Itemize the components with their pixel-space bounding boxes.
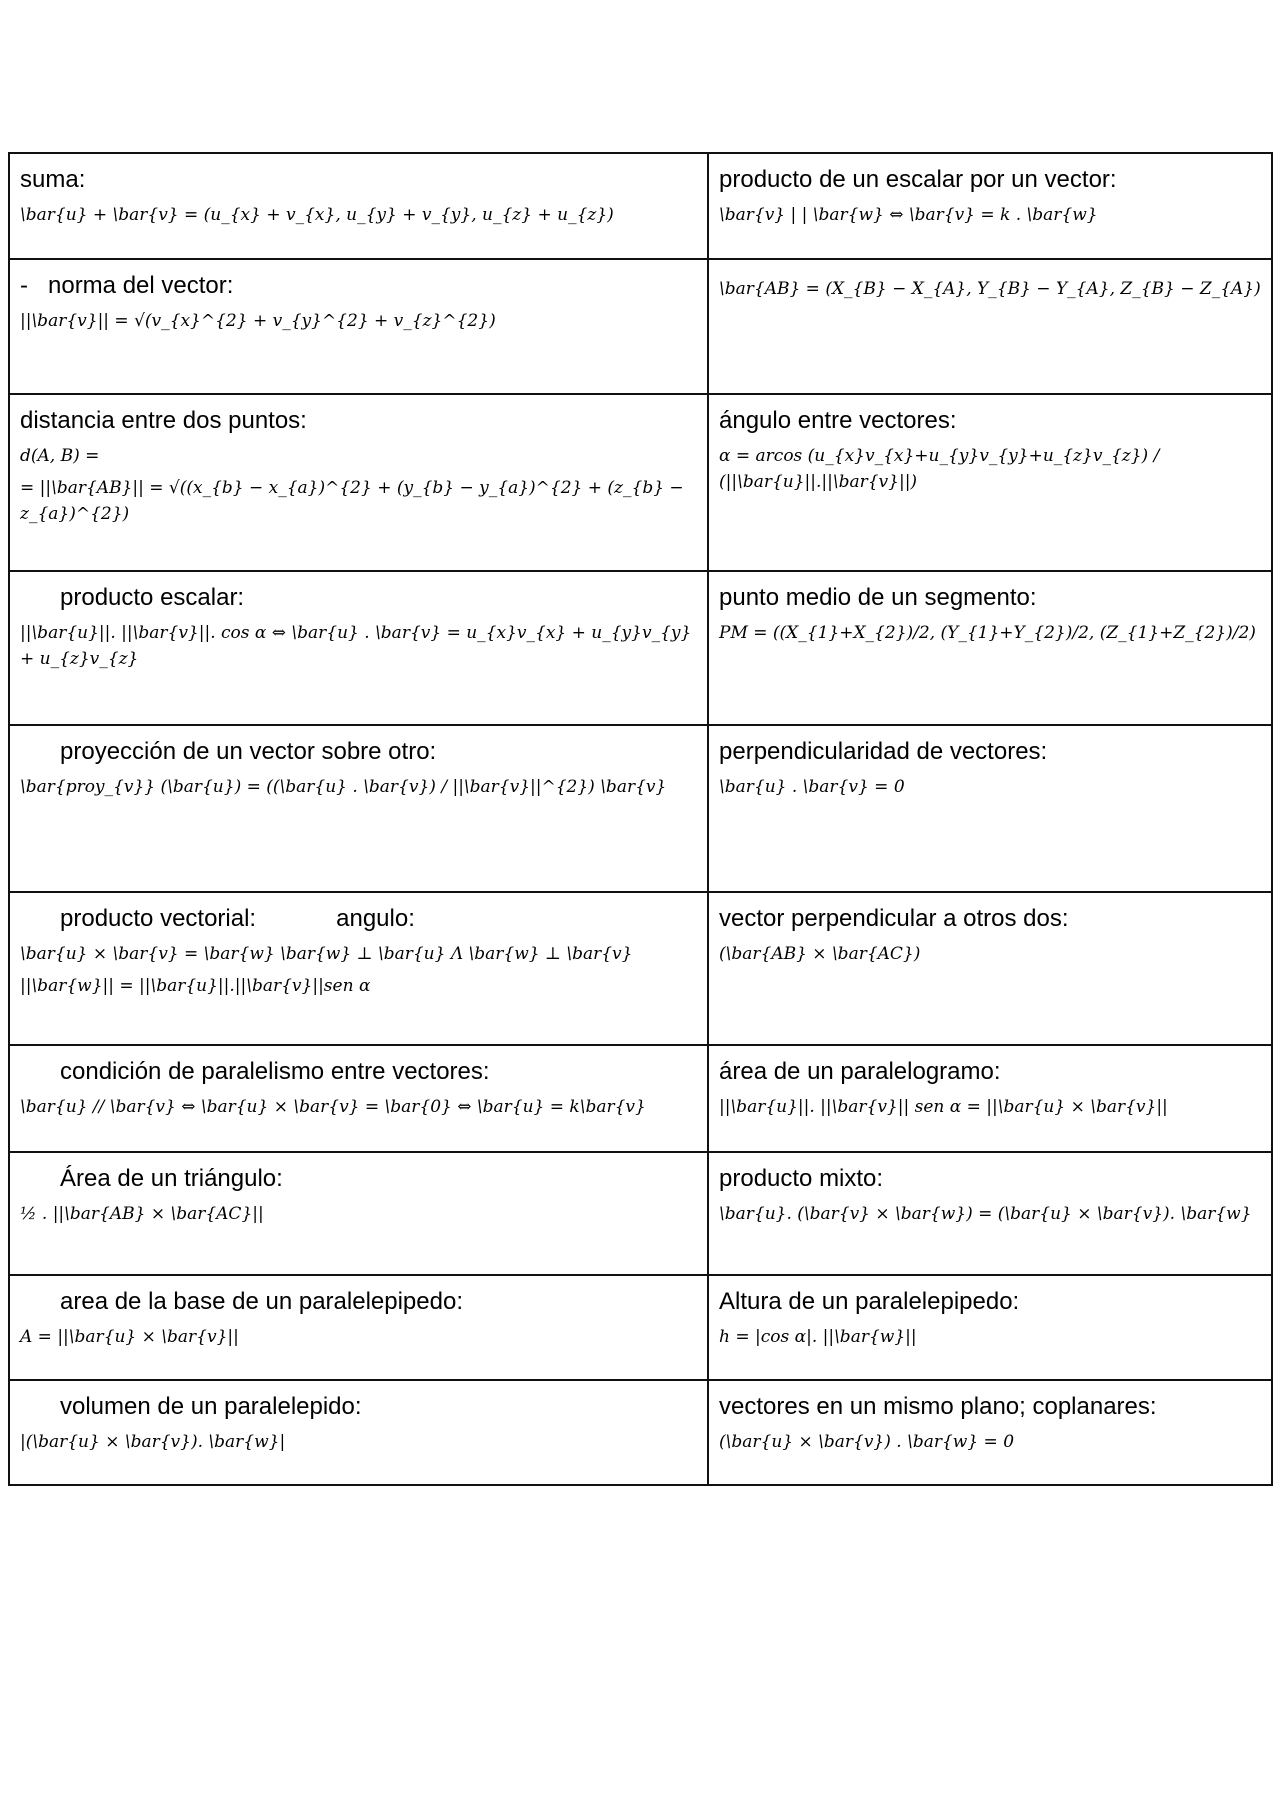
table-row (9, 259, 1272, 394)
formula-label: - norma del vector: (20, 272, 234, 299)
formula-label: producto de un escalar por un vector: (719, 166, 1117, 193)
formula-label: producto vectorial: angulo: (60, 905, 415, 932)
formula: \bar{proy_{v}} (\bar{u}) = ((\bar{u} . \bar{v}) / ||\bar{v}||^{2}) \bar{v} (20, 777, 667, 797)
formula-cell-right (708, 394, 1272, 571)
table-row (9, 725, 1272, 892)
formula-cell-right (708, 725, 1272, 892)
formula: \bar{u} × \bar{v} = \bar{w} \bar{w} ⊥ \bar{u} Λ \bar{w} ⊥ \bar{v} (20, 944, 633, 964)
formula: (\bar{AB} × \bar{AC}) (719, 944, 921, 964)
formula-cell-left (9, 1045, 708, 1152)
formula-cell-left (9, 153, 708, 259)
formula: \bar{u} + \bar{v} = (u_{x} + v_{x}, u_{y} + v_{y}, u_{z} + u_{z}) (20, 205, 614, 225)
formula-cell-right (708, 571, 1272, 725)
formula: ||\bar{v}|| = √(v_{x}^{2} + v_{y}^{2} + v_{z}^{2}) (20, 311, 496, 331)
formula: |(\bar{u} × \bar{v}). \bar{w}| (20, 1432, 286, 1452)
formula-table (8, 152, 1273, 1486)
formula-cell-left (9, 1380, 708, 1485)
table-row (9, 1380, 1272, 1485)
formula: = ||\bar{AB}|| = √((x_{b} − x_{a})^{2} + (y_{b} − y_{a})^{2} + (z_{b} − z_{a})^{2}) (20, 478, 684, 524)
formula-cell-right (708, 1380, 1272, 1485)
formula-cell-left (9, 1275, 708, 1380)
table-row (9, 394, 1272, 571)
formula-label: producto mixto: (719, 1165, 884, 1192)
formula: PM = ((X_{1}+X_{2})/2, (Y_{1}+Y_{2})/2, (Z_{1}+Z_{2})/2) (719, 623, 1256, 643)
table-row (9, 1152, 1272, 1275)
formula-cell-left (9, 1152, 708, 1275)
formula-label: área de un paralelogramo: (719, 1058, 1001, 1085)
formula: ||\bar{u}||. ||\bar{v}|| sen α = ||\bar{u} × \bar{v}|| (719, 1097, 1168, 1117)
formula-label: vector perpendicular a otros dos: (719, 905, 1069, 932)
formula: ||\bar{w}|| = ||\bar{u}||.||\bar{v}||sen α (20, 976, 371, 996)
formula-label: suma: (20, 166, 86, 193)
formula-cell-left (9, 725, 708, 892)
formula: (\bar{u} × \bar{v}) . \bar{w} = 0 (719, 1432, 1015, 1452)
formula-cell-right (708, 1045, 1272, 1152)
formula-label: perpendicularidad de vectores: (719, 738, 1048, 765)
formula: \bar{u} // \bar{v} ⇔ \bar{u} × \bar{v} = \bar{0} ⇔ \bar{u} = k\bar{v} (20, 1097, 646, 1117)
formula-label: proyección de un vector sobre otro: (60, 738, 437, 765)
formula-label: ángulo entre vectores: (719, 407, 957, 434)
formula: A = ||\bar{u} × \bar{v}|| (20, 1327, 239, 1347)
formula-cell-right (708, 1275, 1272, 1380)
formula-cell-right (708, 259, 1272, 394)
formula: \bar{AB} = (X_{B} − X_{A}, Y_{B} − Y_{A}, Z_{B} − Z_{A}) (719, 279, 1261, 299)
formula-label: Área de un triángulo: (60, 1165, 283, 1192)
formula-cell-right (708, 892, 1272, 1045)
formula: ||\bar{u}||. ||\bar{v}||. cos α ⇔ \bar{u} . \bar{v} = u_{x}v_{x} + u_{y}v_{y} + u_{z}v_{z} (20, 623, 692, 669)
table-row (9, 1275, 1272, 1380)
formula: α = arcos (u_{x}v_{x}+u_{y}v_{y}+u_{z}v_{z}) / (||\bar{u}||.||\bar{v}||) (719, 446, 1160, 492)
formula-label: Altura de un paralelepipedo: (719, 1288, 1020, 1315)
formula-label: distancia entre dos puntos: (20, 407, 307, 434)
formula-label: condición de paralelismo entre vectores: (60, 1058, 490, 1085)
formula-label: producto escalar: (60, 584, 245, 611)
formula: h = |cos α|. ||\bar{w}|| (719, 1327, 917, 1347)
formula-cell-right (708, 153, 1272, 259)
formula-label: punto medio de un segmento: (719, 584, 1037, 611)
table-row (9, 1045, 1272, 1152)
table-row (9, 892, 1272, 1045)
formula: d(A, B) = (20, 446, 100, 466)
formula: \bar{v} | | \bar{w} ⇔ \bar{v} = k . \bar{w} (719, 205, 1098, 225)
formula-label: volumen de un paralelepido: (60, 1393, 362, 1420)
formula-cell-left (9, 259, 708, 394)
formula-cell-left (9, 892, 708, 1045)
table-row (9, 571, 1272, 725)
formula-cell-left (9, 394, 708, 571)
formula-label: vectores en un mismo plano; coplanares: (719, 1393, 1157, 1420)
table-row (9, 153, 1272, 259)
formula: \bar{u} . \bar{v} = 0 (719, 777, 905, 797)
formula-label: area de la base de un paralelepipedo: (60, 1288, 463, 1315)
formula: ½ . ||\bar{AB} × \bar{AC}|| (20, 1204, 264, 1224)
formula-cell-left (9, 571, 708, 725)
formula-cell-right (708, 1152, 1272, 1275)
formula: \bar{u}. (\bar{v} × \bar{w}) = (\bar{u} × \bar{v}). \bar{w} (719, 1204, 1252, 1224)
